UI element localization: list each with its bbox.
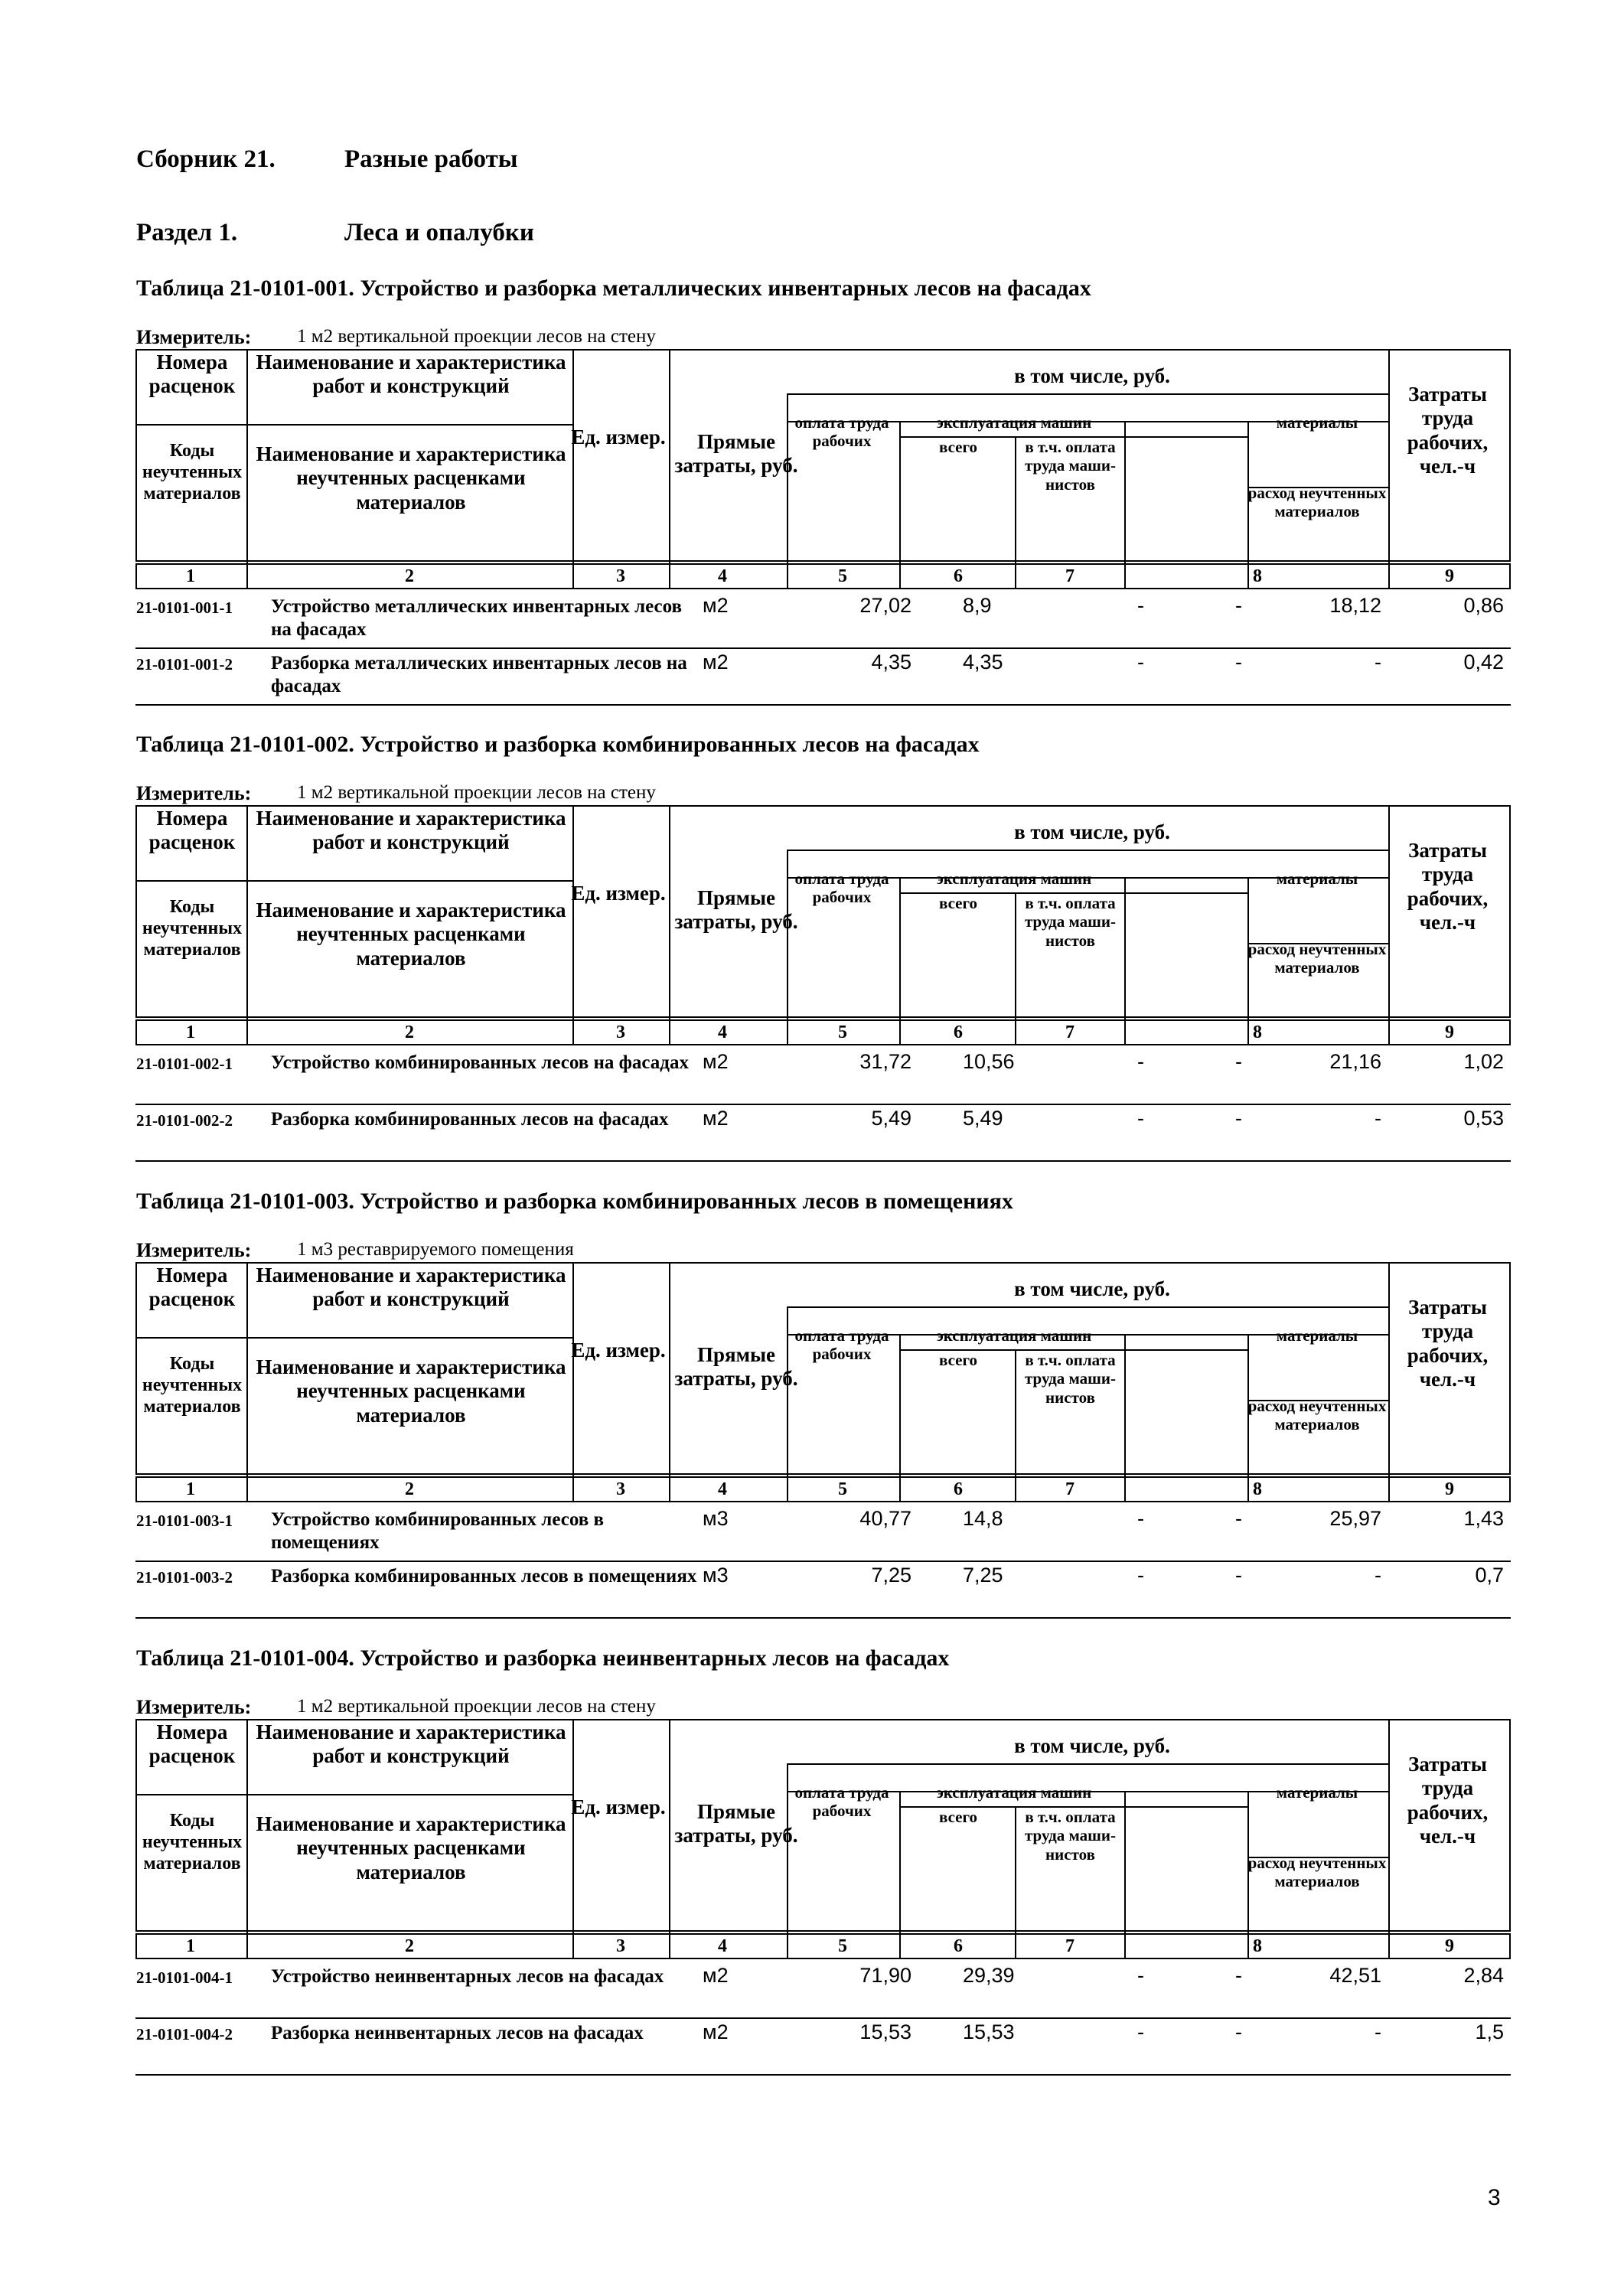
table-row [0,1564,1624,1625]
section-label: Раздел 1. [136,219,238,246]
column-number: 6 [954,1022,963,1042]
column-number: 1 [186,1479,195,1499]
hdr-including: в том числе, руб. [1014,364,1170,387]
table-title: Таблица 21-0101-003. Устройство и разборка комбинированных лесов в помещениях [136,1189,1013,1214]
grid-hline [135,1794,573,1795]
rate-code: 21-0101-001-2 [136,655,233,673]
operators-pay: - [1235,1564,1242,1587]
hdr-including: в том числе, руб. [1014,820,1170,843]
hdr-material-codes: Коды неучтенных материалов [142,1354,243,1417]
measurer-value: 1 м2 вертикальной проекции лесов на стену [297,782,656,803]
collection-label: Сборник 21. [136,145,276,173]
direct-cost: 15,53 [859,2020,911,2043]
column-number: 3 [616,1936,625,1956]
machines-total: - [1137,1050,1144,1073]
materials: - [1375,2020,1381,2043]
column-number: 4 [718,566,727,586]
rate-code: 21-0101-002-1 [136,1055,233,1073]
materials: 25,97 [1329,1507,1381,1530]
column-number: 7 [1065,566,1075,586]
hdr-materials: материалы [1276,869,1358,888]
collection-title: Разные работы [344,145,518,173]
machines-total: - [1137,1964,1144,1987]
column-number: 7 [1065,1022,1075,1042]
row-separator [135,1104,1511,1105]
labor-pay: 8,9 [963,594,992,617]
column-number: 8 [1253,1022,1262,1042]
materials: 18,12 [1329,594,1381,617]
grid-vline [572,349,574,589]
labor-hours: 0,7 [1475,1564,1504,1587]
materials: - [1375,651,1381,673]
unit: м3 [703,1507,729,1530]
measurer-label: Измеритель: [136,782,252,804]
column-number: 8 [1253,566,1262,586]
column-number: 6 [954,1936,963,1956]
unit: м2 [703,1050,729,1073]
work-name: Устройство комбинированных лесов на фасадах [271,1052,689,1073]
unit: м2 [703,594,729,617]
hdr-including: в том числе, руб. [1014,1734,1170,1757]
column-number: 9 [1445,1936,1454,1956]
operators-pay: - [1235,594,1242,617]
hdr-labor-hours: Затраты труда рабочих, чел.-ч [1407,1296,1489,1391]
table-title: Таблица 21-0101-001. Устройство и разборка металлических инвентарных лесов на фасадах [136,276,1091,301]
row-separator [135,647,1511,649]
machines-total: - [1137,1507,1144,1530]
table-header-grid [135,1262,1511,1536]
labor-hours: 0,53 [1463,1107,1504,1130]
hdr-operators-pay: в т.ч. оплата труда маши- нистов [1024,1351,1116,1407]
column-number: 4 [718,1022,727,1042]
hdr-machines-total: всего [938,438,977,456]
hdr-material-codes: Коды неучтенных материалов [142,1811,243,1874]
hdr-labor-pay: оплата труда рабочих [794,1783,889,1821]
hdr-unit: Ед. измер. [571,1339,666,1362]
hdr-direct-cost: Прямые затраты, руб. [674,1343,798,1391]
machines-total: - [1137,594,1144,617]
unit: м3 [703,1564,729,1587]
column-number: 9 [1445,566,1454,586]
column-number: 1 [186,1022,195,1042]
hdr-work-name: Наименование и характеристика работ и конструкций [256,807,566,854]
table-header-grid [135,1719,1511,1993]
work-name: Разборка комбинированных лесов на фасадах [271,1109,669,1130]
hdr-unaccounted-materials: расход неучтенных материалов [1247,1397,1387,1434]
labor-hours: 0,86 [1463,594,1504,617]
hdr-rate-number: Номера расценок [148,1720,236,1768]
labor-hours: 1,43 [1463,1507,1504,1530]
unit: м2 [703,651,729,673]
grid-vline [669,349,670,589]
column-number: 4 [718,1479,727,1499]
hdr-materials: материалы [1276,1326,1358,1345]
hdr-labor-hours: Затраты труда рабочих, чел.-ч [1407,839,1489,934]
hdr-material-name: Наименование и характеристика неучтенных расценками материалов [256,442,566,514]
hdr-material-name: Наименование и характеристика неучтенных расценками материалов [256,899,566,970]
hdr-labor-pay: оплата труда рабочих [794,413,889,451]
grid-vline [669,1262,670,1502]
work-name: Устройство неинвентарных лесов на фасадах [271,1966,664,1987]
hdr-labor-pay: оплата труда рабочих [794,1326,889,1364]
operators-pay: - [1235,1050,1242,1073]
grid-hline [787,850,1388,851]
grid-vline [572,1262,574,1502]
hdr-labor-hours: Затраты труда рабочих, чел.-ч [1407,1753,1489,1848]
rate-code: 21-0101-001-1 [136,598,233,617]
operators-pay: - [1235,1507,1242,1530]
hdr-operators-pay: в т.ч. оплата труда маши- нистов [1024,1808,1116,1864]
grid-hline [135,1337,573,1339]
column-number: 2 [405,1479,414,1499]
table-row [0,1964,1624,2025]
measurer-value: 1 м3 реставрируемого помещения [297,1239,574,1260]
table-title: Таблица 21-0101-004. Устройство и разборка неинвентарных лесов на фасадах [136,1645,950,1671]
hdr-rate-number: Номера расценок [148,807,236,854]
hdr-operators-pay: в т.ч. оплата труда маши- нистов [1024,438,1116,494]
column-number: 9 [1445,1022,1454,1042]
column-number: 3 [616,566,625,586]
table-row [0,651,1624,712]
hdr-work-name: Наименование и характеристика работ и конструкций [256,1264,566,1311]
hdr-work-name: Наименование и характеристика работ и конструкций [256,1720,566,1768]
column-number: 7 [1065,1479,1075,1499]
hdr-labor-pay: оплата труда рабочих [794,869,889,907]
row-separator [135,2074,1511,2076]
work-name: Устройство комбинированных лесов в помещениях [271,1509,604,1553]
hdr-machines: эксплуатация машин [936,869,1092,888]
direct-cost: 4,35 [871,651,911,673]
rate-code: 21-0101-003-2 [136,1568,233,1587]
machines-total: - [1137,651,1144,673]
table-row [0,1050,1624,1111]
materials: 42,51 [1329,1964,1381,1987]
measurer-value: 1 м2 вертикальной проекции лесов на стену [297,1696,656,1717]
column-number: 5 [838,566,847,586]
hdr-materials: материалы [1276,1783,1358,1802]
hdr-labor-hours: Затраты труда рабочих, чел.-ч [1407,383,1489,478]
grid-vline [669,805,670,1045]
labor-pay: 4,35 [963,651,1003,673]
hdr-including: в том числе, руб. [1014,1277,1170,1300]
grid-hline [135,880,573,882]
table-row [0,594,1624,655]
column-number: 2 [405,566,414,586]
table-row [0,1107,1624,1168]
column-number: 9 [1445,1479,1454,1499]
hdr-direct-cost: Прямые затраты, руб. [674,430,798,478]
hdr-machines-total: всего [938,894,977,912]
row-separator [135,704,1511,706]
row-separator [135,1561,1511,1562]
table-header-grid [135,805,1511,1079]
hdr-unaccounted-materials: расход неучтенных материалов [1247,484,1387,521]
grid-vline [572,1719,574,1959]
column-number: 3 [616,1479,625,1499]
materials: 21,16 [1329,1050,1381,1073]
hdr-machines-total: всего [938,1351,977,1369]
hdr-unaccounted-materials: расход неучтенных материалов [1247,940,1387,977]
direct-cost: 71,90 [859,1964,911,1987]
hdr-machines-total: всего [938,1808,977,1826]
row-separator [135,2017,1511,2019]
rate-code: 21-0101-004-2 [136,2025,233,2043]
grid-vline [572,805,574,1045]
operators-pay: - [1235,651,1242,673]
labor-pay: 5,49 [963,1107,1003,1130]
direct-cost: 7,25 [871,1564,911,1587]
machines-total: - [1137,1107,1144,1130]
unit: м2 [703,1107,729,1130]
page-number: 3 [1488,2185,1501,2210]
column-number: 1 [186,566,195,586]
grid-hline [787,1306,1388,1308]
hdr-unaccounted-materials: расход неучтенных материалов [1247,1854,1387,1891]
operators-pay: - [1235,1964,1242,1987]
column-number: 5 [838,1022,847,1042]
row-separator [135,1160,1511,1162]
hdr-unit: Ед. измер. [571,426,666,448]
labor-pay: 15,53 [963,2020,1015,2043]
labor-pay: 7,25 [963,1564,1003,1587]
hdr-material-name: Наименование и характеристика неучтенных расценками материалов [256,1812,566,1883]
column-number: 2 [405,1936,414,1956]
hdr-machines: эксплуатация машин [936,413,1092,432]
hdr-operators-pay: в т.ч. оплата труда маши- нистов [1024,894,1116,950]
measurer-label: Измеритель: [136,1239,252,1261]
hdr-rate-number: Номера расценок [148,1264,236,1311]
labor-hours: 2,84 [1463,1964,1504,1987]
labor-hours: 1,5 [1475,2020,1504,2043]
grid-hline [135,424,573,426]
section-title: Леса и опалубки [344,219,534,246]
table-title: Таблица 21-0101-002. Устройство и разборка комбинированных лесов на фасадах [136,732,980,757]
hdr-materials: материалы [1276,413,1358,432]
hdr-material-name: Наименование и характеристика неучтенных расценками материалов [256,1355,566,1427]
work-name: Разборка металлических инвентарных лесов на фасадах [271,653,687,696]
direct-cost: 31,72 [859,1050,911,1073]
operators-pay: - [1235,1107,1242,1130]
column-number: 5 [838,1479,847,1499]
labor-pay: 14,8 [963,1507,1003,1530]
labor-hours: 1,02 [1463,1050,1504,1073]
rate-code: 21-0101-003-1 [136,1512,233,1530]
grid-vline [669,1719,670,1959]
column-number: 2 [405,1022,414,1042]
materials: - [1375,1564,1381,1587]
table-header-grid [135,349,1511,623]
unit: м2 [703,1964,729,1987]
column-number: 1 [186,1936,195,1956]
grid-hline [787,1763,1388,1765]
measurer-label: Измеритель: [136,326,252,348]
work-name: Устройство металлических инвентарных лесов на фасадах [271,596,683,640]
hdr-direct-cost: Прямые затраты, руб. [674,1800,798,1848]
hdr-unit: Ед. измер. [571,882,666,905]
hdr-direct-cost: Прямые затраты, руб. [674,886,798,934]
labor-pay: 10,56 [963,1050,1015,1073]
table-row [0,1507,1624,1568]
hdr-machines: эксплуатация машин [936,1783,1092,1802]
measurer-label: Измеритель: [136,1696,252,1718]
column-number: 7 [1065,1936,1075,1956]
labor-hours: 0,42 [1463,651,1504,673]
materials: - [1375,1107,1381,1130]
column-number: 8 [1253,1936,1262,1956]
column-number: 3 [616,1022,625,1042]
operators-pay: - [1235,2020,1242,2043]
labor-pay: 29,39 [963,1964,1015,1987]
direct-cost: 40,77 [859,1507,911,1530]
rate-code: 21-0101-002-2 [136,1111,233,1130]
column-number: 8 [1253,1479,1262,1499]
machines-total: - [1137,1564,1144,1587]
direct-cost: 27,02 [859,594,911,617]
hdr-work-name: Наименование и характеристика работ и конструкций [256,351,566,398]
hdr-material-codes: Коды неучтенных материалов [142,441,243,504]
column-number: 6 [954,566,963,586]
hdr-rate-number: Номера расценок [148,351,236,398]
direct-cost: 5,49 [871,1107,911,1130]
work-name: Разборка комбинированных лесов в помещениях [271,1566,697,1587]
hdr-material-codes: Коды неучтенных материалов [142,897,243,960]
machines-total: - [1137,2020,1144,2043]
measurer-value: 1 м2 вертикальной проекции лесов на стену [297,326,656,347]
column-number: 4 [718,1936,727,1956]
work-name: Разборка неинвентарных лесов на фасадах [271,2023,644,2043]
row-separator [135,1617,1511,1619]
column-number: 6 [954,1479,963,1499]
grid-hline [787,393,1388,395]
hdr-machines: эксплуатация машин [936,1326,1092,1345]
table-row [0,2020,1624,2082]
column-number: 5 [838,1936,847,1956]
hdr-unit: Ед. измер. [571,1795,666,1818]
rate-code: 21-0101-004-1 [136,1968,233,1987]
unit: м2 [703,2020,729,2043]
